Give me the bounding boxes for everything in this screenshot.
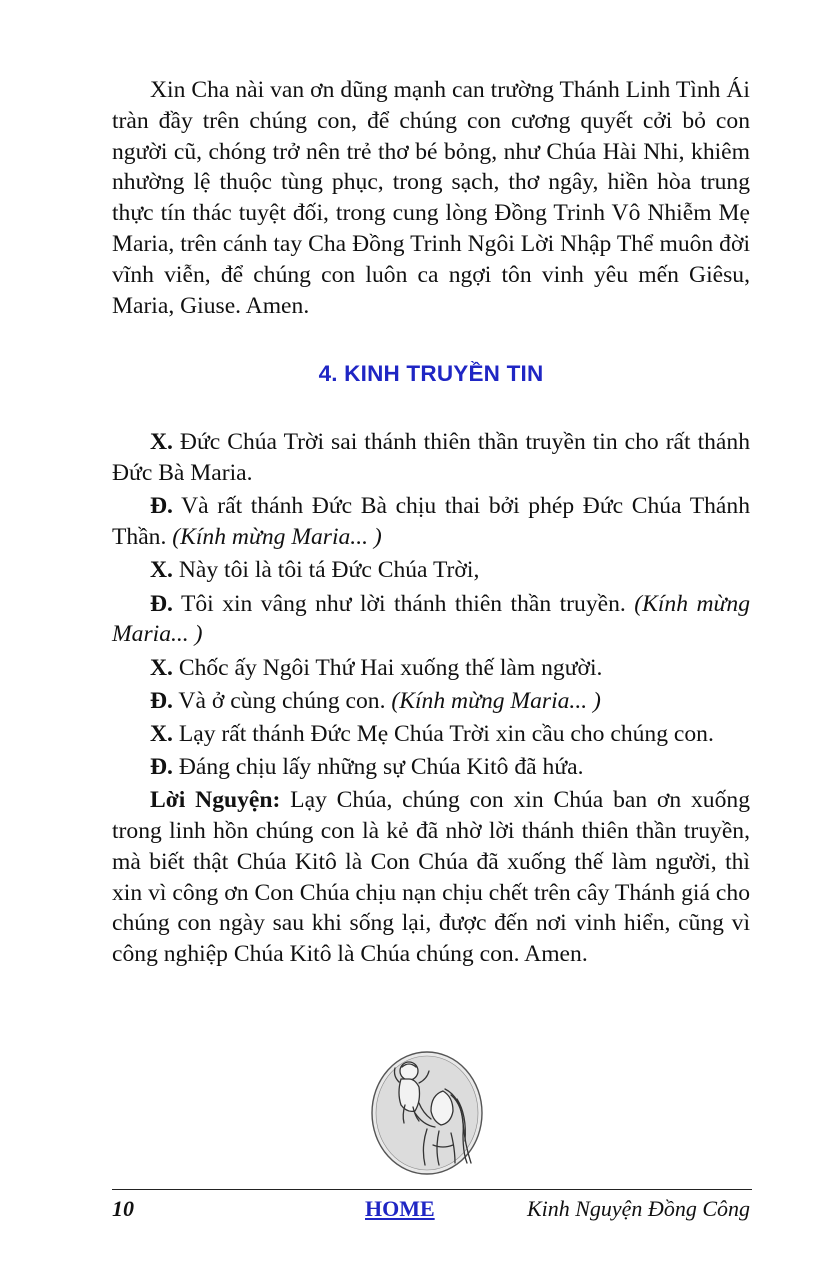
intro-paragraph: Xin Cha nài van ơn dũng mạnh can trường Thánh Linh Tình Ái tràn đầy trên chúng con, để chúng con cương quyết cởi bỏ con người cũ, chóng trở nên trẻ thơ bé bỏng, như Chúa Hài Nhi, khiêm nhường lệ thuộc tùng phục, trong sạch, thơ ngây, hiền hòa trung thực tín thác tuyệt đối, trong cung lòng Đồng Trinh Vô Nhiễm Mẹ Maria, trên cánh tay Cha Đồng Trinh Ngôi Lời Nhập Thể muôn đời vĩnh viễn, để chúng con luôn ca ngợi tôn vinh yêu mến Giêsu, Maria, Giuse. Amen. [112,77,750,319]
page-number: 10 [112,1196,134,1221]
dialog-line [112,589,750,651]
versicle-label: X. [150,654,173,681]
versicle-label: X. [150,557,173,584]
dialog-line [112,491,750,553]
dialog-text: Đức Chúa Trời sai thánh thiên thần truyền tin cho rất thánh Đức Bà Maria. [112,429,750,487]
dialog-text: Và ở cùng chúng con. [172,687,392,714]
dialog-line [112,686,750,717]
response-label: Đ. [150,754,173,781]
response-note: (Kính mừng Maria... ) [112,590,750,648]
footer-divider [112,1189,752,1190]
dialog-text: Lạy rất thánh Đức Mẹ Chúa Trời xin cầu cho chúng con. [172,720,714,747]
response-note: (Kính mừng Maria... ) [172,524,382,551]
dialog-line [112,427,750,489]
prayer-text: Lạy Chúa, chúng con xin Chúa ban ơn xuống trong linh hồn chúng con là kẻ đã nhờ lời thánh thiên thần truyền, mà biết thật Chúa Kitô là Con Chúa đã xuống thế làm người, thì xin vì công ơn Con Chúa chịu nạn chịu chết trên cây Thánh giá cho chúng con ngày sau khi sống lại, được đến nơi vinh hiển, cũng vì công nghiệp Chúa Kitô là Chúa chúng con. Amen. [112,787,750,968]
prayer-dialog [112,427,750,970]
response-note: (Kính mừng Maria... ) [391,687,601,714]
dialog-text: Này tôi là tôi tá Đức Chúa Trời, [172,557,480,584]
dialog-text: Đáng chịu lấy những sự Chúa Kitô đã hứa. [172,754,584,781]
dialog-text: Tôi xin vâng như lời thánh thiên thần truyền. [172,590,635,617]
dialog-line [112,752,750,783]
closing-prayer [112,785,750,970]
dialog-text: Và rất thánh Đức Bà chịu thai bởi phép Đức Chúa Thánh Thần. [112,493,750,551]
versicle-label: X. [150,429,173,456]
page-body [112,75,750,972]
dialog-line [112,719,750,750]
section-heading: 4. KINH TRUYỀN TIN [318,361,544,387]
dialog-line [112,653,750,684]
book-title: Kinh Nguyện Đồng Công [526,1196,750,1221]
versicle-label: X. [150,720,173,747]
dialog-line [112,555,750,586]
home-link[interactable]: HOME [365,1196,435,1221]
dialog-text: Chốc ấy Ngôi Thứ Hai xuống thế làm người. [172,654,603,681]
mother-and-child-illustration [365,1049,491,1177]
response-label: Đ. [150,590,173,617]
response-label: Đ. [150,687,173,714]
prayer-label: Lời Nguyện: [150,787,281,814]
response-label: Đ. [150,493,173,520]
page-footer [112,1196,750,1226]
